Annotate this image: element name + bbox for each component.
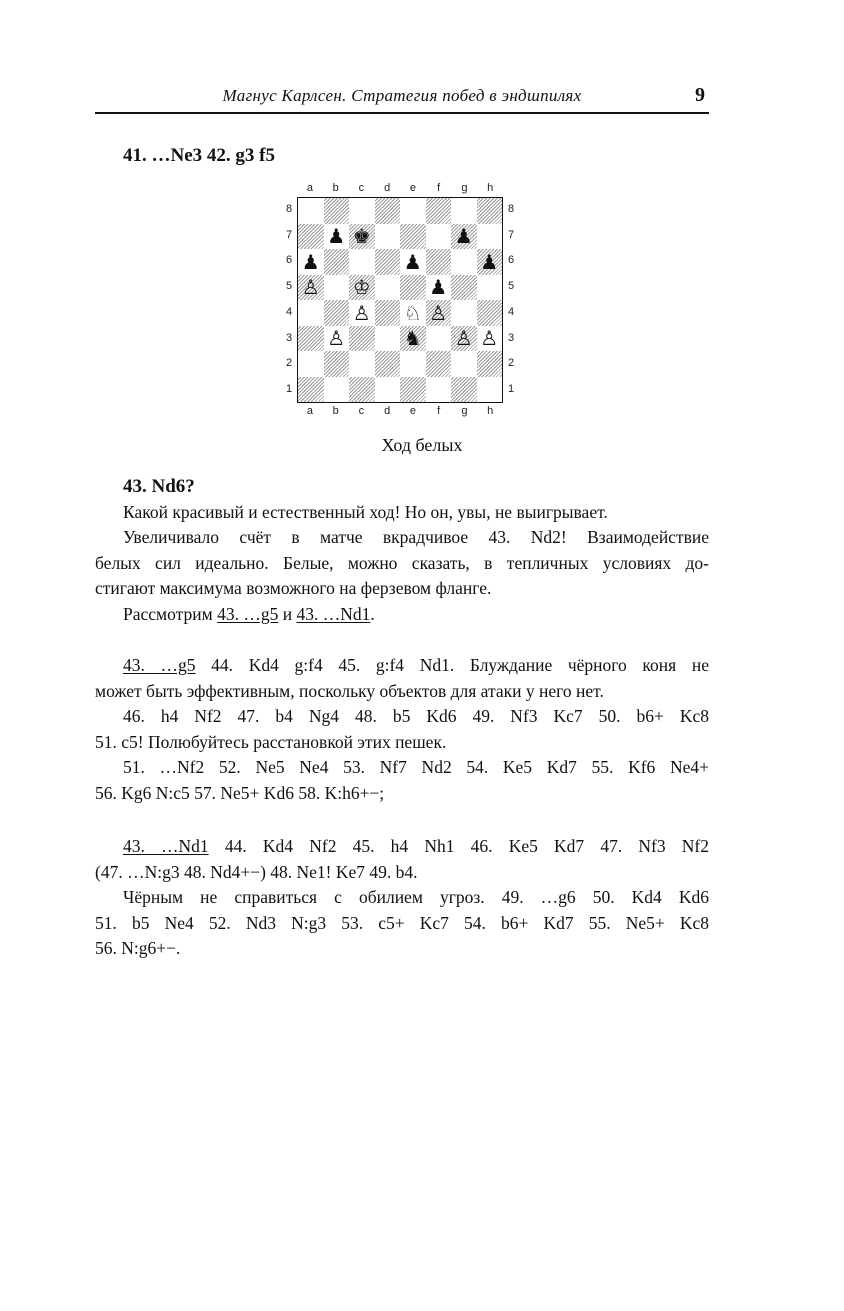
paragraph-line: Чёрным не справиться с обилием угроз. 49. …g6 50. Kd4 Kd6	[123, 887, 709, 908]
square-e2	[400, 351, 426, 377]
move-heading: 43. Nd6?	[123, 476, 195, 497]
paragraph: Какой красивый и естественный ход! Но он, увы, не выигрывает.	[123, 501, 608, 522]
square-g1	[451, 377, 477, 403]
paragraph-line: 51. …Nf2 52. Ne5 Ne4 53. Nf7 Nd2 54. Ke5 Kd7 55. Kf6 Ne4+	[123, 757, 709, 778]
square-h8	[477, 198, 503, 224]
rank-label: 8	[285, 202, 293, 215]
square-b5	[324, 275, 350, 301]
rank-label: 3	[285, 331, 293, 344]
square-e5	[400, 275, 426, 301]
file-label: f	[437, 182, 441, 194]
square-a8	[298, 198, 324, 224]
file-label: g	[461, 405, 468, 417]
square-b1	[324, 377, 350, 403]
rank-label: 2	[507, 357, 515, 370]
rank-label: 2	[285, 357, 293, 370]
square-d7	[375, 224, 401, 250]
square-h5	[477, 275, 503, 301]
square-b3	[324, 326, 350, 352]
square-d4	[375, 300, 401, 326]
analysis-block-1	[95, 474, 709, 628]
rank-label: 1	[285, 383, 293, 396]
square-b4	[324, 300, 350, 326]
square-a5	[298, 275, 324, 301]
paragraph-line: (47. …N:g3 48. Nd4+−) 48. Ne1! Ke7 49. b4.	[95, 861, 418, 882]
paragraph-line: может быть эффективным, поскольку объектов для атаки у него нет.	[95, 680, 604, 701]
square-h1	[477, 377, 503, 403]
file-label: a	[306, 405, 313, 417]
square-g2	[451, 351, 477, 377]
text: 44. Kd4 Nf2 45. h4 Nh1 46. Ke5 Kd7 47. Nf3 Nf2	[208, 836, 709, 856]
diagram-caption: Ход белых	[381, 435, 463, 455]
piece-a5: ♙	[301, 275, 320, 300]
square-c1	[349, 377, 375, 403]
piece-f5: ♟	[429, 275, 448, 300]
square-c5	[349, 275, 375, 301]
paragraph-line: 56. Kg6 N:c5 57. Ne5+ Kd6 58. K:h6+−;	[95, 782, 385, 803]
square-b7	[324, 224, 350, 250]
piece-g7: ♟	[454, 224, 473, 249]
paragraph-line: стигают максимума возможного на ферзевом фланге.	[95, 578, 492, 599]
piece-b7: ♟	[327, 224, 346, 249]
paragraph-line	[95, 602, 709, 628]
square-b2	[324, 351, 350, 377]
square-g7	[451, 224, 477, 250]
paragraph-line: 51. b5 Ne4 52. Nd3 N:g3 53. c5+ Kc7 54. b6+ Kd7 55. Ne5+ Kc8	[95, 912, 709, 933]
square-d6	[375, 249, 401, 275]
square-e4	[400, 300, 426, 326]
section-heading: 41. …Ne3 42. g3 f5	[123, 145, 275, 166]
square-f5	[426, 275, 452, 301]
text: .	[370, 603, 375, 624]
piece-c4: ♙	[352, 300, 371, 325]
square-c4	[349, 300, 375, 326]
piece-e4: ♘	[403, 300, 422, 325]
square-a7	[298, 224, 324, 250]
text: Рассмотрим	[123, 603, 218, 624]
variation-nd1	[95, 834, 709, 962]
square-f7	[426, 224, 452, 250]
piece-e3: ♞	[403, 326, 422, 351]
square-c8	[349, 198, 375, 224]
rank-label: 3	[507, 331, 515, 344]
square-a6	[298, 249, 324, 275]
square-g3	[451, 326, 477, 352]
rank-label: 6	[285, 254, 293, 267]
square-e1	[400, 377, 426, 403]
file-label: d	[384, 405, 391, 417]
paragraph-line: 46. h4 Nf2 47. b4 Ng4 48. b5 Kd6 49. Nf3 Kc7 50. b6+ Kc8	[123, 706, 709, 727]
square-a1	[298, 377, 324, 403]
square-f4	[426, 300, 452, 326]
square-e6	[400, 249, 426, 275]
running-title: Магнус Карлсен. Стратегия побед в эндшпилях	[222, 86, 582, 105]
rank-label: 7	[507, 228, 515, 241]
piece-h3: ♙	[480, 326, 499, 351]
piece-c5: ♔	[352, 275, 371, 300]
text: 44. Kd4 g:f4 45. g:f4 Nd1. Блуждание чёрного коня не	[195, 655, 709, 675]
square-g4	[451, 300, 477, 326]
square-e8	[400, 198, 426, 224]
square-d5	[375, 275, 401, 301]
square-g5	[451, 275, 477, 301]
paragraph-line: белых сил идеально. Белые, можно сказать, в тепличных условиях до-	[95, 552, 709, 573]
paragraph-line	[95, 653, 709, 679]
variation-g5	[95, 653, 709, 807]
file-label: f	[437, 405, 441, 417]
rank-label: 6	[507, 254, 515, 267]
square-h3	[477, 326, 503, 352]
square-d1	[375, 377, 401, 403]
paragraph-line: Увеличивало счёт в матче вкрадчивое 43. Nd2! Взаимодействие	[123, 527, 709, 548]
rank-label: 8	[507, 202, 515, 215]
piece-e6: ♟	[403, 249, 422, 274]
text: и	[278, 603, 297, 624]
chessboard	[297, 197, 503, 403]
paragraph-line: 51. c5! Полюбуйтесь расстановкой этих пешек.	[95, 731, 447, 752]
rank-label: 4	[507, 305, 515, 318]
square-g8	[451, 198, 477, 224]
variation-anchor: 43. …g5	[123, 655, 196, 675]
square-f1	[426, 377, 452, 403]
paragraph-line	[95, 834, 709, 860]
file-label: d	[384, 182, 391, 194]
square-h4	[477, 300, 503, 326]
square-f8	[426, 198, 452, 224]
square-c6	[349, 249, 375, 275]
rank-label: 1	[507, 383, 515, 396]
square-a2	[298, 351, 324, 377]
variation-anchor: 43. …Nd1	[123, 836, 209, 856]
square-c7	[349, 224, 375, 250]
file-label: e	[409, 405, 416, 417]
rank-label: 7	[285, 228, 293, 241]
square-a4	[298, 300, 324, 326]
square-b8	[324, 198, 350, 224]
page-number: 9	[695, 84, 705, 106]
chess-diagram	[280, 180, 520, 420]
square-d2	[375, 351, 401, 377]
square-c3	[349, 326, 375, 352]
square-d8	[375, 198, 401, 224]
variation-link-nd1[interactable]: 43. …Nd1	[296, 603, 371, 624]
square-c2	[349, 351, 375, 377]
rank-label: 5	[507, 280, 515, 293]
rank-label: 5	[285, 280, 293, 293]
square-f2	[426, 351, 452, 377]
running-header	[95, 84, 709, 110]
file-label: e	[409, 182, 416, 194]
file-label: c	[358, 405, 365, 417]
square-h7	[477, 224, 503, 250]
variation-link-g5[interactable]: 43. …g5	[217, 603, 279, 624]
square-b6	[324, 249, 350, 275]
square-a3	[298, 326, 324, 352]
rank-label: 4	[285, 305, 293, 318]
square-e3	[400, 326, 426, 352]
file-label: b	[332, 405, 339, 417]
file-label: g	[461, 182, 468, 194]
piece-g3: ♙	[454, 326, 473, 351]
square-e7	[400, 224, 426, 250]
square-h6	[477, 249, 503, 275]
square-f6	[426, 249, 452, 275]
file-label: h	[487, 182, 494, 194]
square-h2	[477, 351, 503, 377]
file-label: c	[358, 182, 365, 194]
piece-h6: ♟	[480, 249, 499, 274]
header-rule	[95, 112, 709, 114]
piece-a6: ♟	[301, 249, 320, 274]
square-f3	[426, 326, 452, 352]
piece-b3: ♙	[327, 326, 346, 351]
file-label: b	[332, 182, 339, 194]
paragraph-line: 56. N:g6+−.	[95, 938, 181, 959]
square-g6	[451, 249, 477, 275]
piece-c7: ♚	[352, 224, 371, 249]
file-label: a	[306, 182, 313, 194]
square-d3	[375, 326, 401, 352]
piece-f4: ♙	[429, 300, 448, 325]
file-label: h	[487, 405, 494, 417]
